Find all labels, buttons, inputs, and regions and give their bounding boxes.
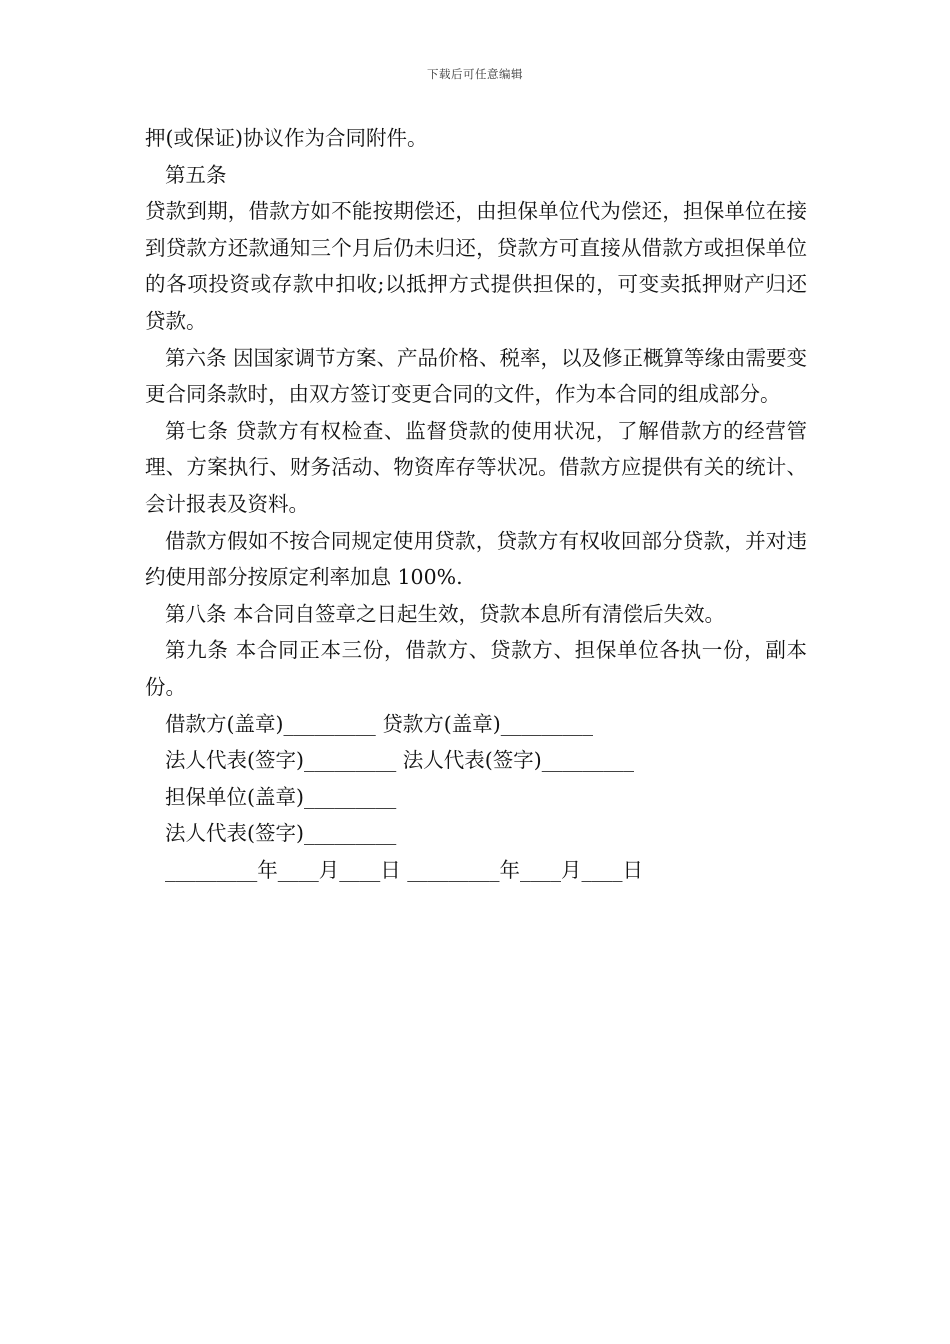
article-6: 第六条 因国家调节方案、产品价格、税率，以及修正概算等缘由需要变更合同条款时，由双方签订变更合同的文件，作为本合同的组成部分。 [145, 345, 808, 407]
article-9: 第九条 本合同正本三份，借款方、贷款方、担保单位各执一份，副本份。 [145, 638, 807, 699]
paragraph-pledge-attachment: 押(或保证)协议作为合同附件。 [145, 126, 428, 150]
page-header: 下载后可任意编辑 [427, 67, 523, 81]
article-5-body: 贷款到期，借款方如不能按期偿还，由担保单位代为偿还，担保单位在接到贷款方还款通知三个月后仍未归还，贷款方可直接从借款方或担保单位的各项投资或存款中扣收;以抵押方式提供担保的，可变卖抵押财产归还贷款。 [145, 199, 807, 333]
signature-borrower-lender: 借款方(盖章)_________ 贷款方(盖章)_________ [165, 711, 594, 736]
article-8: 第八条 本合同自签章之日起生效，贷款本息所有清偿后失效。 [165, 601, 726, 626]
article-7-penalty: 借款方假如不按合同规定使用贷款，贷款方有权收回部分贷款，并对违约使用部分按原定利率加息 100%. [145, 528, 807, 590]
article-5-heading: 第五条 [165, 162, 227, 187]
signature-legal-reps: 法人代表(签字)_________ 法人代表(签字)_________ [165, 748, 635, 773]
signature-dates: _________年____月____日 _________年____月____日 [165, 857, 644, 882]
signature-guarantor: 担保单位(盖章)_________ [165, 784, 397, 809]
article-7: 第七条 贷款方有权检查、监督贷款的使用状况，了解借款方的经营管理、方案执行、财务活动、物资库存等状况。借款方应提供有关的统计、会计报表及资料。 [145, 418, 807, 516]
contract-body [145, 120, 807, 888]
signature-guarantor-rep: 法人代表(签字)_________ [165, 821, 397, 846]
